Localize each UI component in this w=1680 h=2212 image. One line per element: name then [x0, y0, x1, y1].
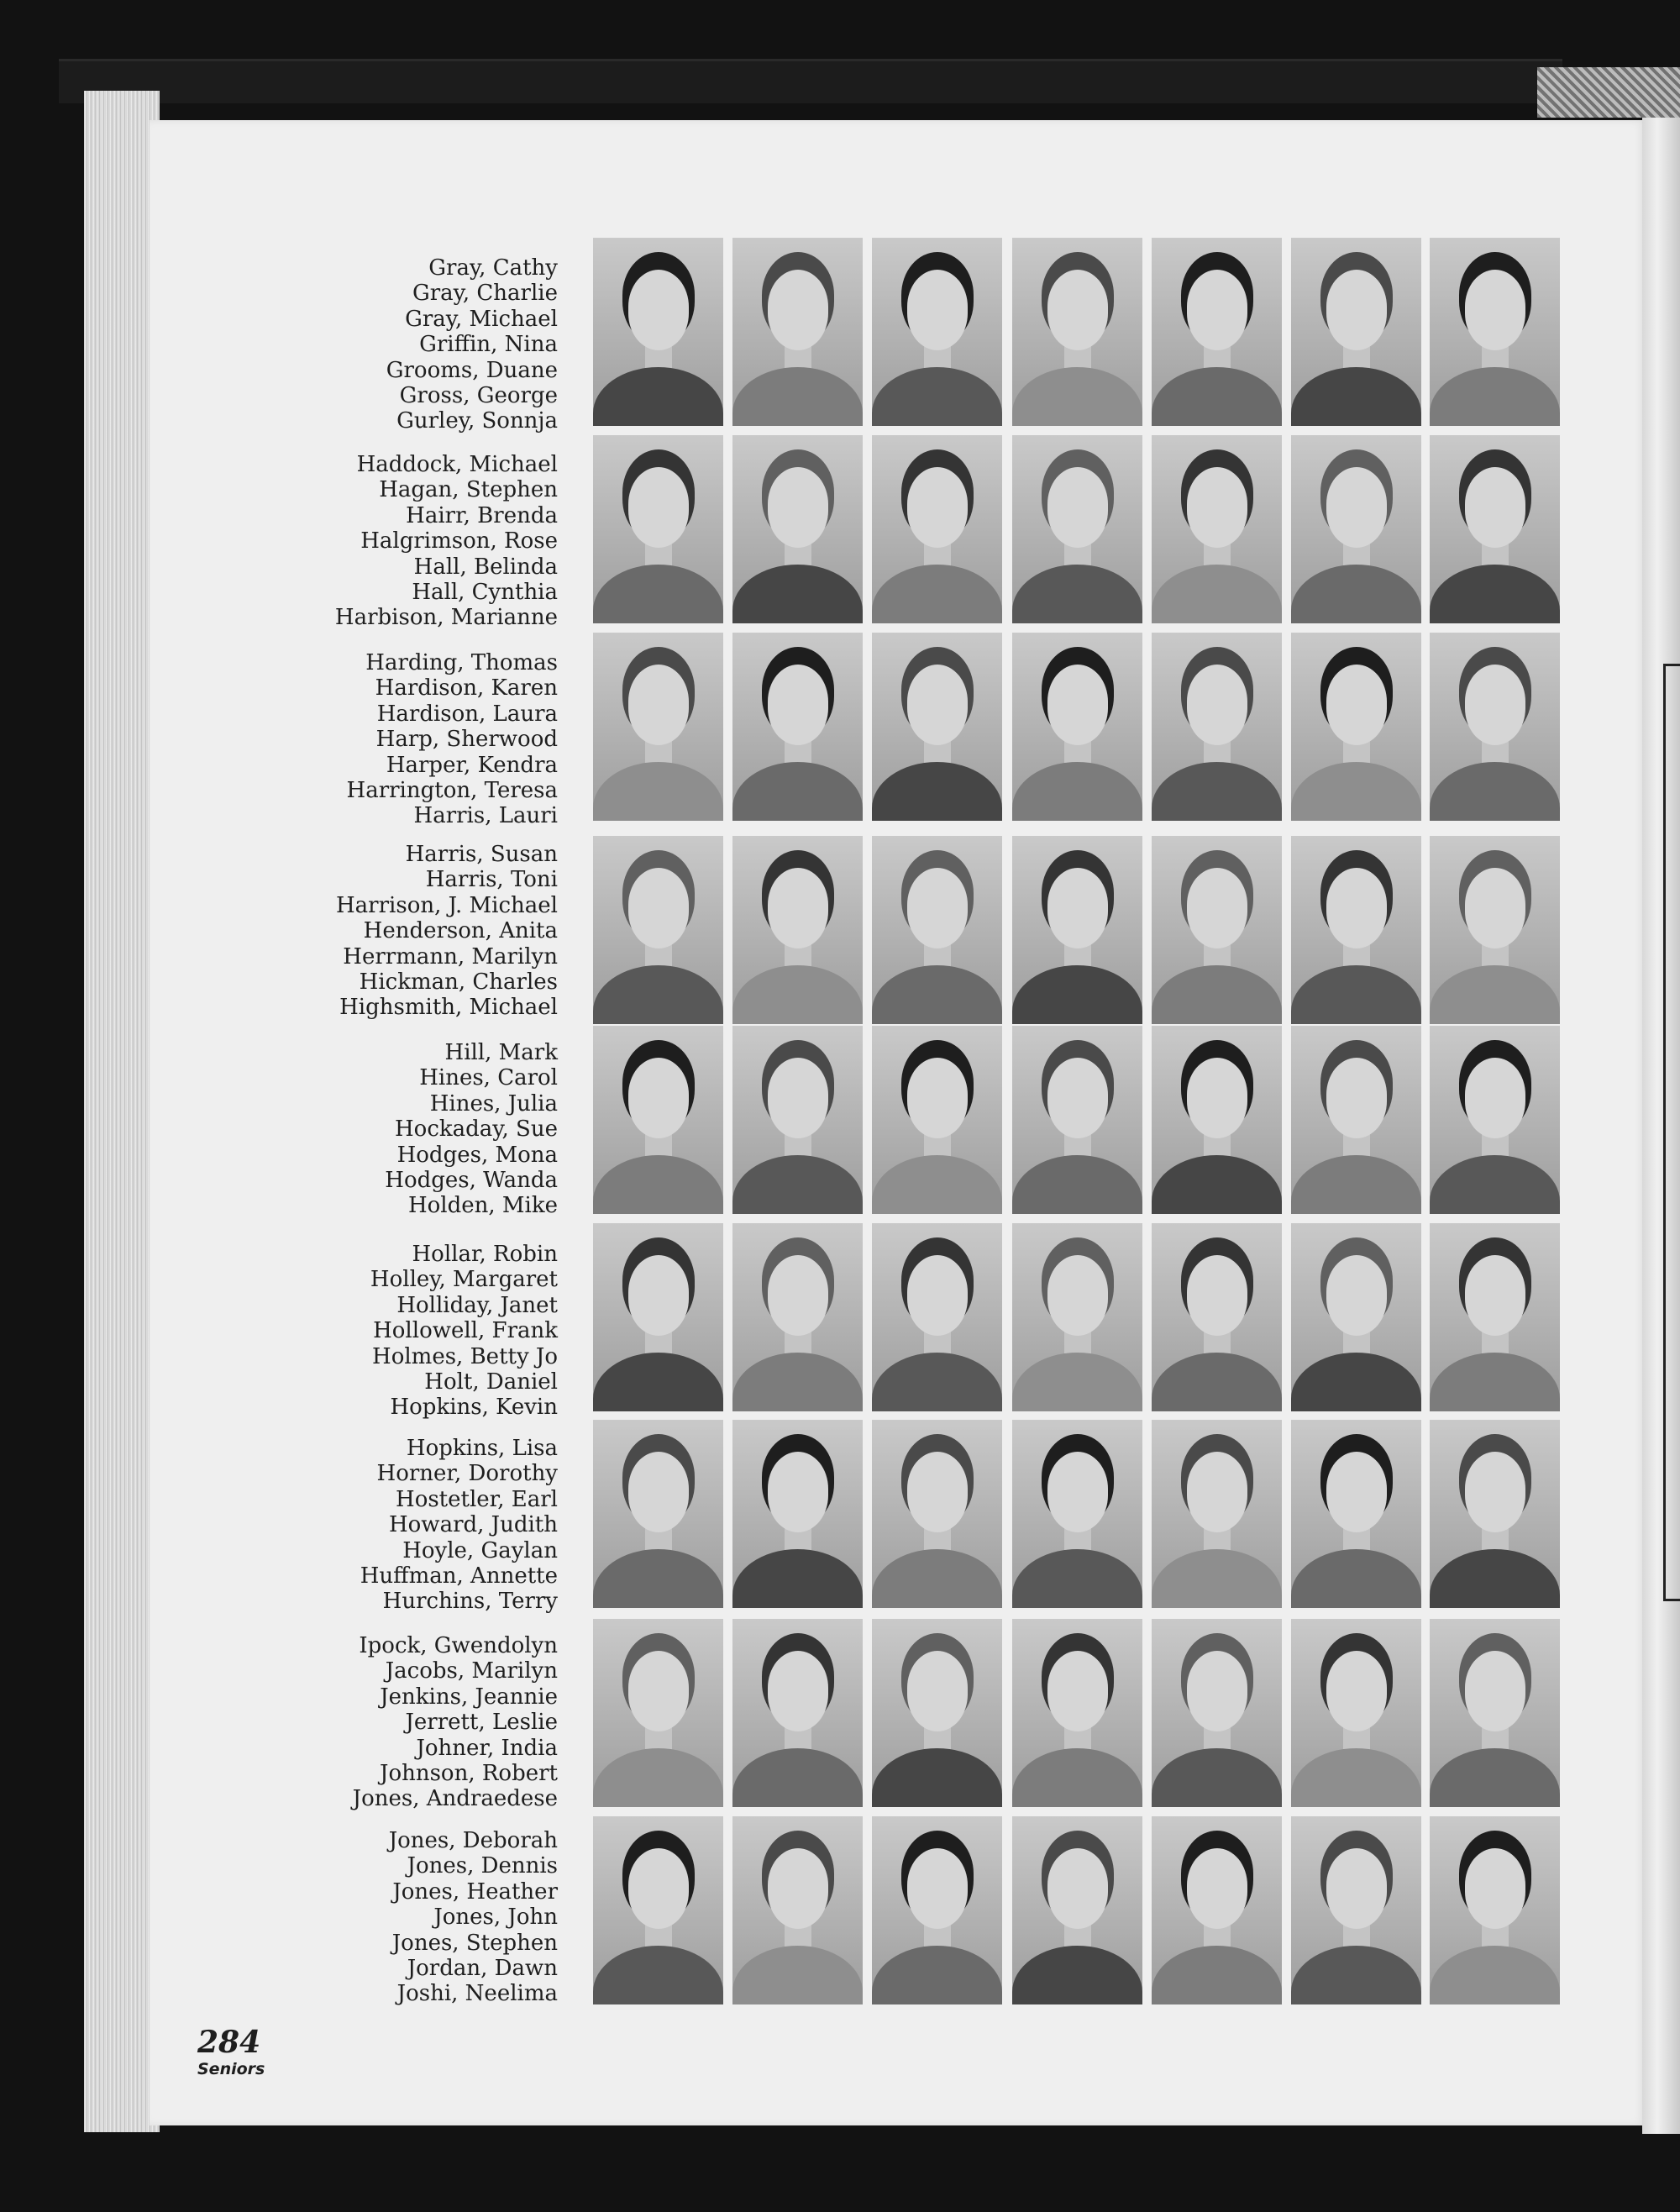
student-portrait [732, 1223, 863, 1411]
student-name: Jones, Dennis [407, 1853, 558, 1879]
student-portrait [1012, 435, 1142, 623]
student-portrait [1012, 836, 1142, 1024]
facing-page-edge [1663, 664, 1680, 1601]
student-portrait [1430, 1619, 1560, 1807]
student-portrait [1430, 633, 1560, 821]
student-name: Hardison, Laura [376, 701, 558, 727]
student-name: Jones, Stephen [391, 1930, 558, 1956]
student-name: Harp, Sherwood [375, 727, 558, 753]
student-portrait [872, 238, 1002, 426]
student-name: Holden, Mike [407, 1193, 558, 1219]
student-portrait [593, 1026, 723, 1214]
student-name: Hoyle, Gaylan [402, 1537, 558, 1563]
student-name: Hockaday, Sue [395, 1117, 558, 1143]
name-group [252, 1828, 558, 2007]
bookmark-ribbon [1537, 67, 1680, 118]
student-portrait [1430, 1420, 1560, 1608]
student-name: Jacobs, Marilyn [385, 1658, 558, 1684]
student-name: Hagan, Stephen [379, 477, 558, 503]
student-portrait [872, 435, 1002, 623]
name-group [252, 452, 558, 631]
student-name: Hairr, Brenda [406, 502, 558, 528]
student-name: Henderson, Anita [363, 918, 558, 944]
student-portrait [872, 1223, 1002, 1411]
student-name: Harbison, Marianne [334, 605, 558, 631]
student-portrait [1430, 1026, 1560, 1214]
student-name: Ipock, Gwendolyn [359, 1633, 558, 1658]
student-portrait [593, 1420, 723, 1608]
student-name: Gray, Michael [405, 306, 558, 332]
student-name: Highsmith, Michael [339, 995, 558, 1021]
student-name: Hostetler, Earl [396, 1486, 558, 1512]
student-name: Gray, Cathy [428, 255, 558, 281]
student-name: Hall, Cynthia [412, 580, 558, 606]
student-name: Grooms, Duane [386, 357, 558, 383]
student-portrait [1291, 1026, 1421, 1214]
student-portrait [1291, 1619, 1421, 1807]
student-name: Gross, George [399, 383, 558, 409]
student-portrait [1012, 238, 1142, 426]
student-portrait [732, 1026, 863, 1214]
student-portrait [1152, 1619, 1282, 1807]
student-portrait [732, 836, 863, 1024]
student-name: Harrington, Teresa [346, 778, 558, 804]
student-portrait [1152, 1026, 1282, 1214]
student-portrait [872, 1420, 1002, 1608]
student-name: Herrmann, Marilyn [343, 943, 558, 969]
student-portrait [872, 1619, 1002, 1807]
student-name: Johner, India [416, 1735, 558, 1761]
student-name: Jones, Heather [392, 1878, 558, 1905]
name-group [252, 842, 558, 1021]
student-name: Joshi, Neelima [396, 1981, 558, 2007]
student-portrait [1291, 836, 1421, 1024]
student-portrait [1152, 435, 1282, 623]
student-portrait [1012, 1026, 1142, 1214]
name-group [252, 1040, 558, 1219]
student-portrait [1152, 1223, 1282, 1411]
student-portrait [732, 435, 863, 623]
student-name: Hines, Carol [419, 1065, 558, 1091]
student-name: Harrison, J. Michael [336, 892, 558, 918]
student-portrait [593, 1223, 723, 1411]
student-portrait [1291, 238, 1421, 426]
student-name: Howard, Judith [388, 1512, 558, 1538]
student-name: Gray, Charlie [412, 281, 558, 307]
student-portrait [593, 1619, 723, 1807]
student-portrait [732, 633, 863, 821]
student-portrait [1012, 1420, 1142, 1608]
student-name: Hardison, Karen [375, 675, 558, 701]
student-name: Horner, Dorothy [376, 1461, 558, 1487]
student-name: Holmes, Betty Jo [372, 1343, 558, 1369]
student-portrait [1291, 1816, 1421, 2004]
student-portrait [1152, 633, 1282, 821]
student-portrait [1291, 435, 1421, 623]
student-name: Hill, Mark [444, 1040, 558, 1065]
student-portrait [1012, 1223, 1142, 1411]
student-portrait [732, 238, 863, 426]
student-name: Huffman, Annette [360, 1563, 558, 1589]
book-cover-top [59, 59, 1562, 103]
student-name: Hodges, Wanda [385, 1168, 558, 1194]
student-name: Johnson, Robert [380, 1761, 558, 1787]
student-name: Hopkins, Kevin [390, 1395, 558, 1421]
student-portrait [872, 1026, 1002, 1214]
student-portrait [1430, 238, 1560, 426]
name-group [252, 650, 558, 829]
student-name: Gurley, Sonnja [396, 408, 558, 434]
student-portrait [1291, 1420, 1421, 1608]
name-group [252, 1242, 558, 1421]
student-name: Hopkins, Lisa [406, 1436, 558, 1461]
student-portrait [1152, 1816, 1282, 2004]
student-portrait [1430, 1816, 1560, 2004]
student-portrait [1012, 1619, 1142, 1807]
student-portrait [1291, 633, 1421, 821]
student-name: Jones, Deborah [388, 1828, 558, 1853]
page-edges [84, 91, 160, 2132]
student-name: Jones, Andraedese [352, 1786, 558, 1812]
student-name: Harper, Kendra [386, 752, 558, 778]
student-portrait [732, 1619, 863, 1807]
student-portrait [593, 836, 723, 1024]
student-name: Harris, Susan [405, 842, 558, 867]
student-portrait [872, 1816, 1002, 2004]
student-name: Harris, Toni [425, 867, 558, 893]
student-portrait [1012, 1816, 1142, 2004]
student-name: Hall, Belinda [413, 554, 558, 580]
student-portrait [1012, 633, 1142, 821]
student-name: Jerrett, Leslie [405, 1710, 558, 1736]
student-name: Hollar, Robin [412, 1242, 558, 1267]
name-group [252, 255, 558, 434]
name-group [252, 1633, 558, 1812]
student-portrait [872, 633, 1002, 821]
student-portrait [732, 1420, 863, 1608]
student-portrait [1152, 836, 1282, 1024]
student-name: Jordan, Dawn [407, 1956, 558, 1982]
student-portrait [1430, 435, 1560, 623]
student-portrait [732, 1816, 863, 2004]
page-number: 284 [197, 2025, 261, 2060]
student-name: Hollowell, Frank [373, 1318, 558, 1344]
student-portrait [593, 1816, 723, 2004]
student-name: Holt, Daniel [424, 1369, 558, 1395]
student-name: Hurchins, Terry [382, 1589, 558, 1615]
student-portrait [872, 836, 1002, 1024]
student-name: Jenkins, Jeannie [380, 1684, 558, 1710]
section-label: Seniors [197, 2060, 265, 2078]
student-portrait [1152, 1420, 1282, 1608]
student-name: Holley, Margaret [370, 1267, 558, 1293]
student-portrait [1430, 836, 1560, 1024]
name-group [252, 1436, 558, 1615]
student-name: Griffin, Nina [419, 332, 558, 358]
student-portrait [1152, 238, 1282, 426]
student-name: Harding, Thomas [365, 650, 558, 675]
student-name: Harris, Lauri [413, 803, 558, 829]
student-portrait [593, 238, 723, 426]
student-portrait [1430, 1223, 1560, 1411]
student-name: Holliday, Janet [396, 1292, 558, 1318]
student-name: Haddock, Michael [356, 452, 558, 477]
student-name: Hines, Julia [429, 1090, 558, 1117]
student-name: Hickman, Charles [359, 969, 558, 996]
student-portrait [593, 633, 723, 821]
student-portrait [593, 435, 723, 623]
student-name: Jones, John [433, 1905, 558, 1931]
student-name: Hodges, Mona [396, 1142, 558, 1168]
student-portrait [1291, 1223, 1421, 1411]
student-name: Halgrimson, Rose [360, 528, 558, 554]
